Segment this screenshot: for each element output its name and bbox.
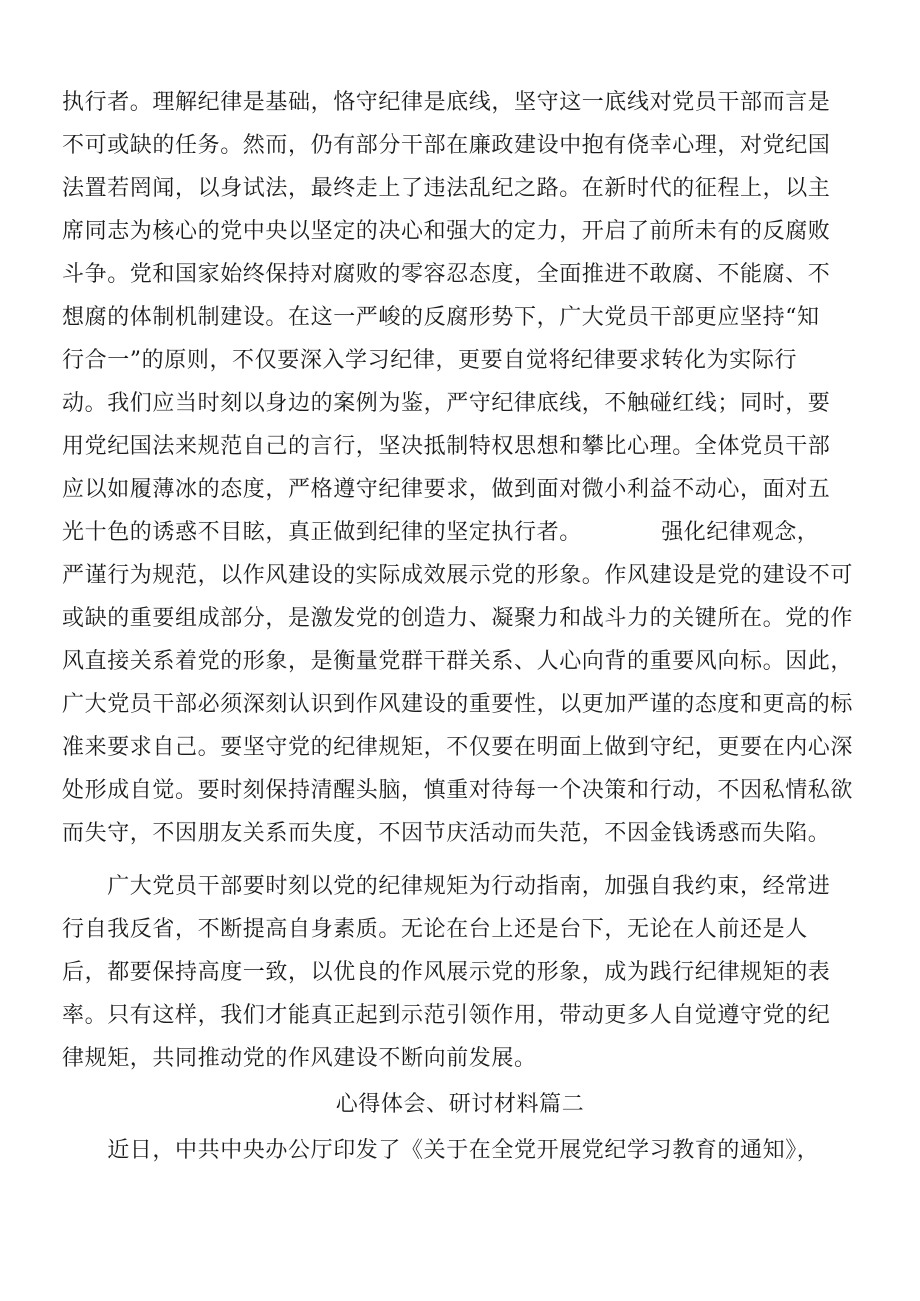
text-line: 执行者。理解纪律是基础，恪守纪律是底线，坚守这一底线对党员干部而言是 xyxy=(62,90,831,115)
text-line: 行自我反省，不断提高自身素质。无论在台上还是台下，无论在人前还是人 xyxy=(62,917,808,942)
text-line: 用党纪国法来规范自己的言行，坚决抵制特权思想和攀比心理。全体党员干部 xyxy=(62,434,831,459)
text-line: 法置若罔闻，以身试法，最终走上了违法乱纪之路。在新时代的征程上，以主 xyxy=(62,176,831,201)
text-line: 近日，中共中央办公厅印发了《关于在全党开展党纪学习教育的通知》， xyxy=(62,1138,820,1163)
text-line: 或缺的重要组成部分，是激发党的创造力、凝聚力和战斗力的关键所在。党的作 xyxy=(62,606,854,631)
text-line: 不可或缺的任务。然而，仍有部分干部在廉政建设中抱有侥幸心理，对党纪国 xyxy=(62,133,831,158)
section-title: 心得体会、研讨材料篇二 xyxy=(335,1092,585,1117)
text-line: 风直接关系着党的形象，是衡量党群干群关系、人心向背的重要风向标。因此， xyxy=(62,649,854,674)
text-line: 广大党员干部要时刻以党的纪律规矩为行动指南，加强自我约束，经常进 xyxy=(62,874,831,899)
text-line: 广大党员干部必须深刻认识到作风建设的重要性，以更加严谨的态度和更高的标 xyxy=(62,692,854,717)
text-line: 行合一”的原则，不仅要深入学习纪律，更要自觉将纪律要求转化为实际行 xyxy=(62,348,798,373)
text-line: 而失守，不因朋友关系而失度，不因节庆活动而失范，不因金钱诱惑而失陷。 xyxy=(62,821,831,846)
text-line: 处形成自觉。要时刻保持清醒头脑，慎重对待每一个决策和行动，不因私情私欲 xyxy=(62,778,854,803)
text-line: 应以如履薄冰的态度，严格遵守纪律要求，做到面对微小利益不动心，面对五 xyxy=(62,477,831,502)
text-line: 光十色的诱惑不目眩，真正做到纪律的坚定执行者。 强化纪律观念， xyxy=(62,520,820,545)
text-line: 斗争。党和国家始终保持对腐败的零容忍态度，全面推进不敢腐、不能腐、不 xyxy=(62,262,831,287)
text-line: 想腐的体制机制建设。在这一严峻的反腐形势下，广大党员干部更应坚持“知 xyxy=(62,305,820,330)
text-line: 严谨行为规范，以作风建设的实际成效展示党的形象。作风建设是党的建设不可 xyxy=(62,563,854,588)
text-line: 后，都要保持高度一致，以优良的作风展示党的形象，成为践行纪律规矩的表 xyxy=(62,960,831,985)
text-line: 动。我们应当时刻以身边的案例为鉴，严守纪律底线，不触碰红线；同时，要 xyxy=(62,391,831,416)
text-line: 率。只有这样，我们才能真正起到示范引领作用，带动更多人自觉遵守党的纪 xyxy=(62,1003,831,1028)
text-line: 准来要求自己。要坚守党的纪律规矩，不仅要在明面上做到守纪，更要在内心深 xyxy=(62,735,854,760)
text-line: 律规矩，共同推动党的作风建设不断向前发展。 xyxy=(62,1046,537,1071)
text-line: 席同志为核心的党中央以坚定的决心和强大的定力，开启了前所未有的反腐败 xyxy=(62,219,831,244)
